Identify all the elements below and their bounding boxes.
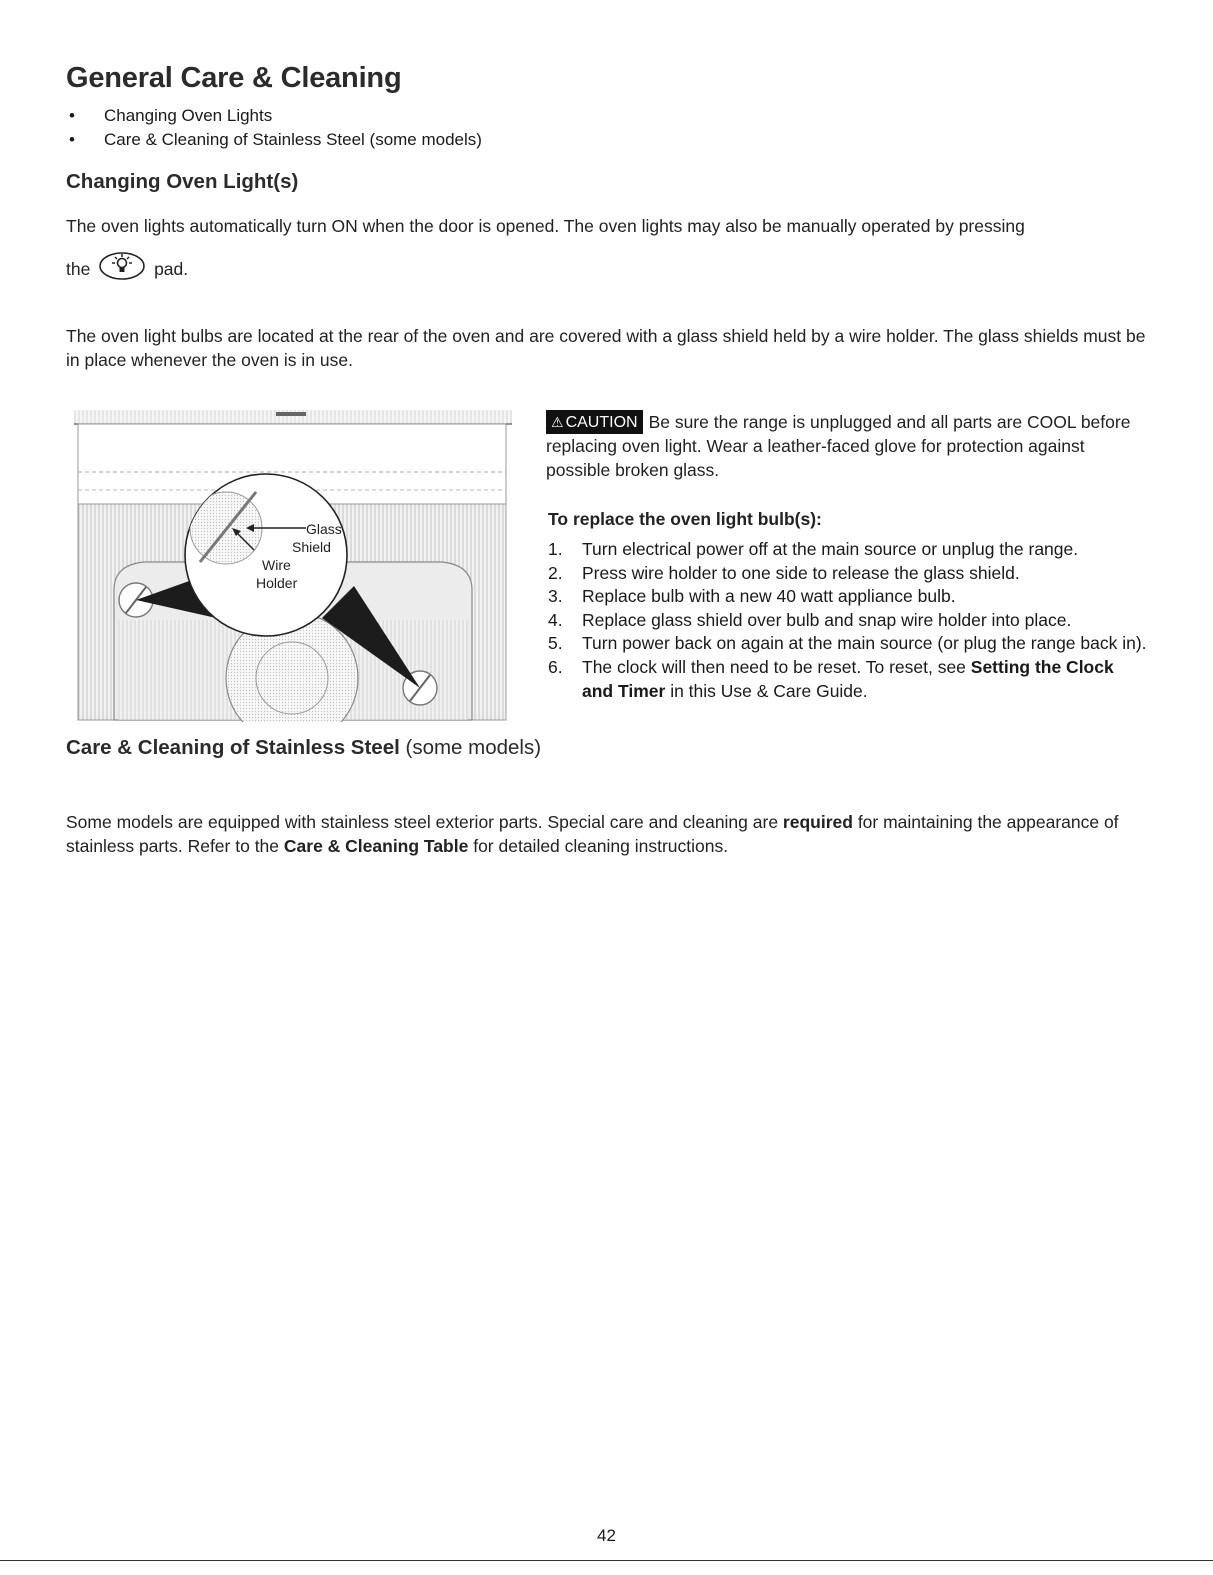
stainless-text-mid: for maintaining the appearance of stainless parts. Refer to the (66, 812, 1119, 856)
oven-lights-paragraph-2: The oven light bulbs are located at the rear of the oven and are covered with a glass shield held by a wire holder. The glass shields must be in place whenever the oven is in use. (66, 326, 1146, 370)
the-word: the (66, 259, 91, 280)
oven-lights-paragraph-1: The oven lights automatically turn ON when the door is opened. The oven lights may also be manually operated by pressing (66, 216, 1025, 236)
list-item (548, 656, 1148, 703)
stainless-text-pre: Some models are equipped with stainless steel exterior parts. Special care and cleaning are (66, 812, 783, 832)
step-text: Turn power back on again at the main source (or plug the range back in). (582, 633, 1147, 654)
steps-title: To replace the oven light bulb(s): (548, 509, 822, 529)
section-heading-oven-lights: Changing Oven Light(s) (66, 170, 299, 193)
stainless-heading-text: Care & Cleaning of Stainless Steel (66, 736, 400, 759)
list-item (548, 562, 1148, 586)
replace-bulb-steps (548, 538, 1148, 703)
step-number: 2. (548, 562, 563, 583)
stainless-heading-note: (some models) (405, 736, 542, 759)
shield-label: Shield (292, 539, 331, 555)
oven-lights-paragraph-1-cont (66, 251, 188, 281)
stainless-text-post: for detailed cleaning instructions. (468, 836, 729, 856)
light-bulb-icon (97, 251, 147, 290)
wire-label: Wire (262, 557, 291, 573)
caution-text: Be sure the range is unplugged and all parts are COOL before replacing oven light. Wear a leather-faced glove for protection against possible broken glass. (546, 412, 1131, 480)
list-item (548, 585, 1148, 609)
caution-notice (546, 410, 1146, 482)
step-text-pre: The clock will then need to be reset. To reset, see (582, 656, 971, 677)
step-number: 1. (548, 539, 563, 559)
list-item (548, 632, 1148, 656)
bullet: • (69, 106, 75, 125)
step-text: Replace glass shield over bulb and snap wire holder into place. (582, 609, 1072, 630)
step-number: 3. (548, 586, 563, 607)
pad-word: pad. (154, 259, 189, 280)
glass-label: Glass (306, 521, 342, 537)
caution-badge (546, 410, 643, 434)
stainless-paragraph (66, 810, 1156, 858)
list-item (548, 538, 1148, 562)
required-text: required (782, 812, 853, 832)
toc-item-label: Changing Oven Lights (104, 106, 273, 125)
page-number: 42 (597, 1526, 616, 1545)
bullet: • (69, 130, 75, 149)
step-number: 6. (548, 656, 563, 677)
warning-triangle-icon: ⚠ (551, 414, 564, 430)
step-text: Turn electrical power off at the main source or unplug the range. (582, 539, 1079, 559)
step-text: Replace bulb with a new 40 watt appliance bulb. (582, 586, 956, 607)
section-heading-stainless (66, 736, 541, 760)
setting-clock-reference: Setting the Clock and Timer (582, 656, 1114, 701)
table-of-contents (66, 104, 482, 152)
caution-label: CAUTION (565, 414, 638, 431)
step-number: 4. (548, 609, 563, 630)
step-number: 5. (548, 633, 563, 654)
step-text-post: in this Use & Care Guide. (665, 680, 868, 701)
bottom-rule (0, 1560, 1213, 1561)
list-item (548, 609, 1148, 633)
step-text: Press wire holder to one side to release the glass shield. (582, 562, 1020, 583)
care-cleaning-table-reference: Care & Cleaning Table (283, 836, 469, 856)
oven-light-diagram (74, 410, 512, 722)
toc-item-label: Care & Cleaning of Stainless Steel (some models) (104, 130, 482, 149)
holder-label: Holder (256, 575, 298, 591)
toc-item (66, 128, 482, 152)
toc-item (66, 104, 482, 128)
page-title: General Care & Cleaning (66, 62, 402, 94)
